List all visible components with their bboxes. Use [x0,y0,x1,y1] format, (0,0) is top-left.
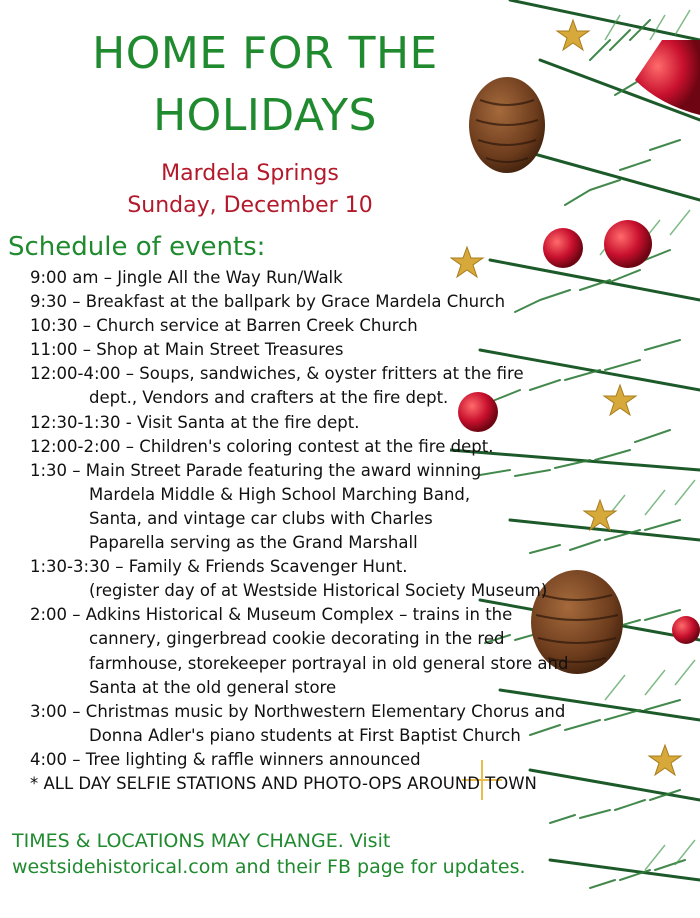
event-line: 10:30 – Church service at Barren Creek Church [30,316,418,336]
footer-line-2: westsidehistorical.com and their FB page for updates. [12,856,526,878]
event-line-continued: Paparella serving as the Grand Marshall [89,533,418,553]
events-list [30,266,569,796]
gold-star-2 [557,20,589,50]
event-line-continued: Donna Adler's piano students at First Baptist Church [89,725,521,745]
event-line: 9:30 – Breakfast at the ballpark by Grace Mardela Church [30,292,506,312]
ornament-top [635,40,700,115]
event-line: 9:00 am – Jingle All the Way Run/Walk [30,268,343,287]
all-day-note: * ALL DAY SELFIE STATIONS AND PHOTO-OPS AROUND TOWN [30,773,537,793]
event-line: 1:30 – Main Street Parade featuring the award winning [30,460,482,480]
gold-star-4 [584,500,616,530]
footer-note [12,828,526,880]
event-line-continued: Santa, and vintage car clubs with Charles [89,508,433,528]
title-line-2: HOLIDAYS [153,90,377,141]
event-line: 3:00 – Christmas music by Northwestern Elementary Chorus and [30,701,566,721]
footer-line-1: TIMES & LOCATIONS MAY CHANGE. Visit [12,830,391,852]
event-line: 12:30-1:30 - Visit Santa at the fire dept. [30,412,360,432]
event-line-continued: dept., Vendors and crafters at the fire dept. [89,388,449,408]
ornament-red-1 [543,228,583,268]
schedule-heading: Schedule of events: [8,232,266,262]
event-line-continued: farmhouse, storekeeper portrayal in old general store and [89,653,569,673]
event-line-continued: cannery, gingerbread cookie decorating in the red [89,629,505,649]
event-line-continued: (register day of at Westside Historical Society Museum) [89,581,548,601]
gold-star-3 [604,385,636,415]
event-line: 12:00-2:00 – Children's coloring contest at the fire dept. [30,436,494,456]
event-line: 12:00-4:00 – Soups, sandwiches, & oyster fritters at the fire [30,364,524,384]
gold-star-5 [649,745,681,775]
event-line: 2:00 – Adkins Historical & Museum Complex – trains in the [30,605,513,625]
event-line-continued: Santa at the old general store [89,677,337,697]
ornament-red-2 [604,220,652,268]
event-line-continued: Mardela Middle & High School Marching Band, [89,484,471,504]
event-line: 11:00 – Shop at Main Street Treasures [30,340,344,360]
location-subtitle: Mardela Springs [161,161,339,186]
event-line: 4:00 – Tree lighting & raffle winners announced [30,749,421,769]
date-subtitle: Sunday, December 10 [127,193,373,218]
ornament-red-4 [672,616,700,644]
title-line-1: HOME FOR THE [92,28,438,79]
event-line: 1:30-3:30 – Family & Friends Scavenger Hunt. [30,557,408,577]
